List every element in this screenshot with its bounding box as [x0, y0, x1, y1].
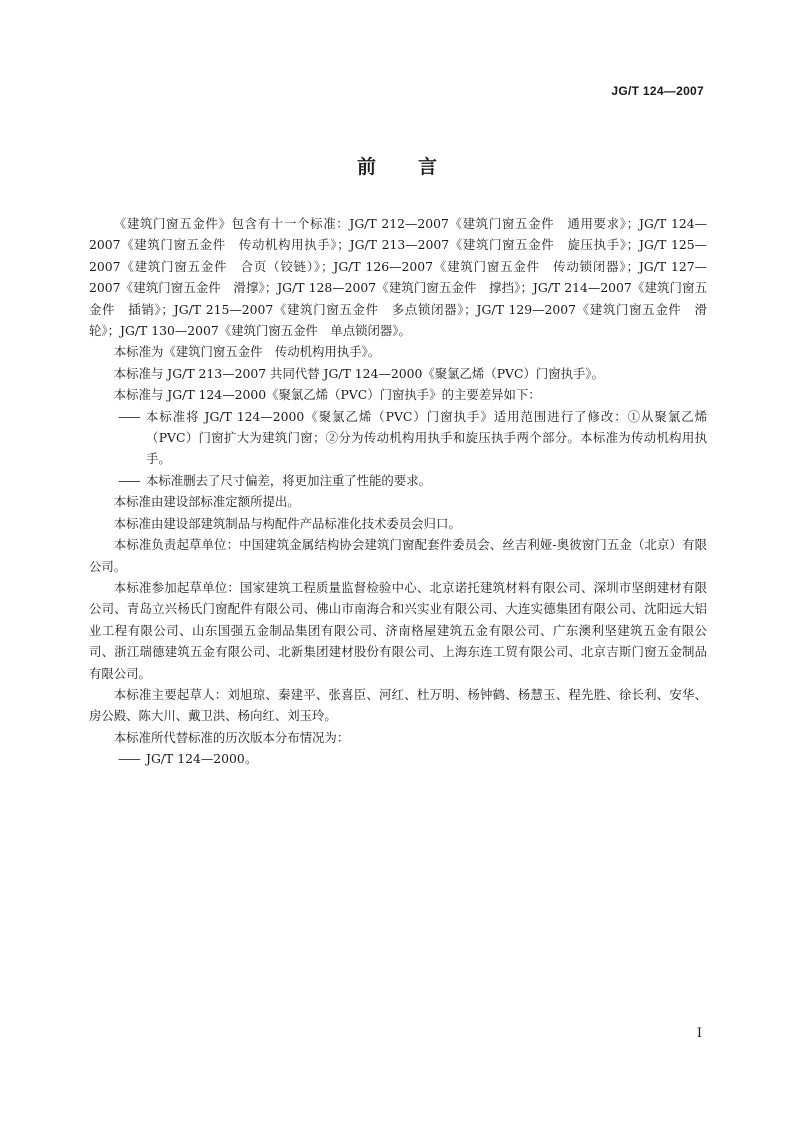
paragraph-scope: 本标准为《建筑门窗五金件 传动机构用执手》。 [113, 344, 381, 360]
paragraph-differences-intro: 本标准与 JG/T 124—2000《聚氯乙烯（PVC）门窗执手》的主要差异如下： [113, 387, 541, 403]
standard-code: JG/T 124—2007 [611, 84, 704, 98]
paragraph-participating-drafters: 本标准参加起草单位：国家建筑工程质量监督检验中心、北京诺托建筑材料有限公司、深圳市坚朗建材有限公司、青岛立兴杨氏门窗配件有限公司、佛山市南海合和兴实业有限公司、大连实德集团有限公司、沈阳远大铝业工程有限公司、山东国强五金制品集团有限公司、济南格屋建筑五金有限公司、广东澳利坚建筑五金有限公司、浙江瑞德建筑五金有限公司、北新集团建材股份有限公司、上海东连工贸有限公司、北京吉斯门窗五金制品有限公司。 [89, 579, 707, 681]
paragraph-replacement: 本标准与 JG/T 213—2007 共同代替 JG/T 124—2000《聚氯乙烯（PVC）门窗执手》。 [113, 365, 605, 381]
paragraph-version-history-intro: 本标准所代替标准的历次版本分布情况为： [113, 729, 350, 745]
page-number: I [696, 1026, 702, 1041]
list-item-previous-version: —— JG/T 124—2000。 [89, 748, 707, 769]
paragraph-main-drafters: 本标准主要起草人：刘旭琼、秦建平、张喜臣、河红、杜万明、杨钟鹤、杨慧玉、程先胜、徐长利、安华、房公殿、陈大川、戴卫洪、杨向红、刘玉玲。 [89, 686, 707, 724]
page-title: 前言 [356, 156, 479, 178]
foreword-body [89, 213, 707, 770]
list-item-difference-tolerance: —— 本标准删去了尺寸偏差，将更加注重了性能的要求。 [89, 470, 707, 491]
paragraph-standards-series: 《建筑门窗五金件》包含有十一个标准：JG/T 212—2007《建筑门窗五金件 通用要求》；JG/T 124—2007《建筑门窗五金件 传动机构用执手》；JG/T 213—2007《建筑门窗五金件 旋压执手》；JG/T 125—2007《建筑门窗五金件 合页（铰链）》；JG/T 126—2007《建筑门窗五金件 传动锁闭器》；JG/T 127—2007《建筑门窗五金件 滑撑》；JG/T 128—2007《建筑门窗五金件 撑挡》；JG/T 214—2007《建筑门窗五金件 插销》；JG/T 215—2007《建筑门窗五金件 多点锁闭器》；JG/T 129—2007《建筑门窗五金件 滑轮》；JG/T 130—2007《建筑门窗五金件 单点锁闭器》。 [89, 216, 707, 339]
paragraph-administered-by: 本标准由建设部建筑制品与构配件产品标准化技术委员会归口。 [113, 515, 461, 531]
paragraph-proposed-by: 本标准由建设部标准定额所提出。 [113, 494, 300, 510]
paragraph-lead-drafters: 本标准负责起草单位：中国建筑金属结构协会建筑门窗配套件委员会、丝吉利娅-奥彼窗门五金（北京）有限公司。 [89, 537, 707, 574]
list-item-difference-scope: —— 本标准将 JG/T 124—2000《聚氯乙烯（PVC）门窗执手》适用范围进行了修改：①从聚氯乙烯（PVC）门窗扩大为建筑门窗；②分为传动机构用执手和旋压执手两个部分。本标准为传动机构用执手。 [89, 406, 707, 470]
